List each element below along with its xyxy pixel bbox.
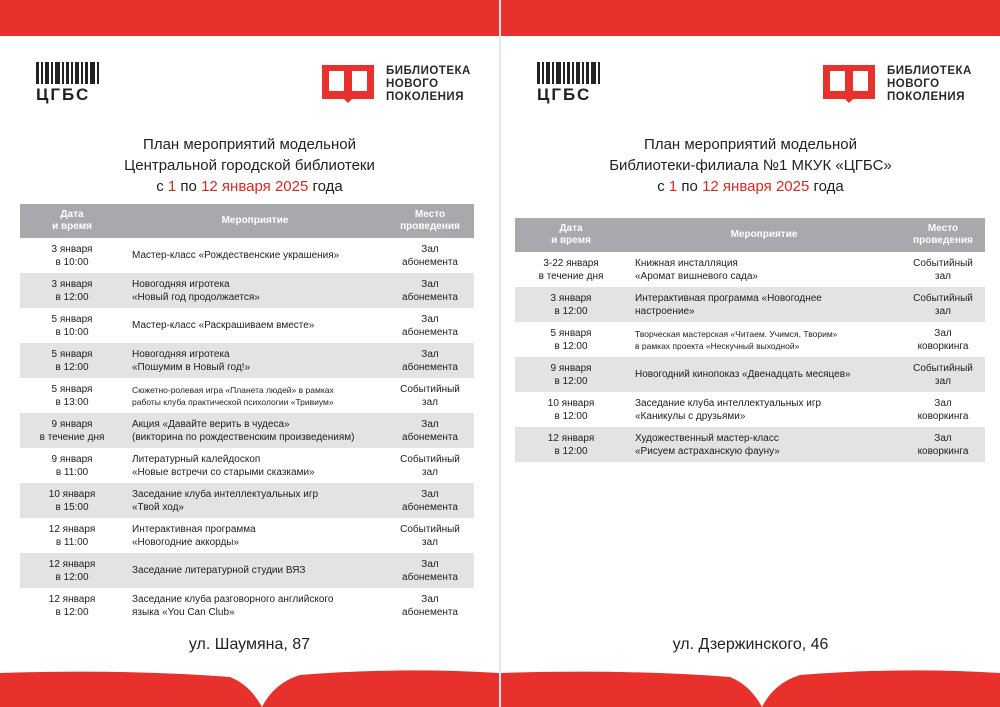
event-date: 12 января в 12:00 <box>20 588 124 623</box>
table-row <box>20 273 474 308</box>
table-header-row <box>20 204 474 238</box>
event-place: Зал коворкинга <box>901 392 985 427</box>
header-event: Мероприятие <box>627 218 901 252</box>
header-place: Место проведения <box>901 218 985 252</box>
address: ул. Дзержинского, 46 <box>672 636 829 653</box>
table-row <box>20 343 474 378</box>
event-name: Заседание клуба интеллектуальных игр «Каникулы с друзьями» <box>627 392 901 427</box>
title-line-3: с 1 по 12 января 2025 года <box>657 178 844 195</box>
left-poster <box>0 36 499 667</box>
open-book-icon <box>821 63 877 105</box>
event-name: Творческая мастерская «Читаем. Учимся, Творим» в рамках проекта «Нескучный выходной» <box>627 322 901 357</box>
event-name: Новогодняя игротека «Новый год продолжается» <box>124 273 386 308</box>
event-name: Акция «Давайте верить в чудеса» (викторина по рождественским произведениям) <box>124 413 386 448</box>
bnp-logo <box>821 62 972 106</box>
header-date: Дата и время <box>20 204 124 238</box>
table-row <box>515 287 985 322</box>
event-date: 5 января в 13:00 <box>20 378 124 413</box>
title-line-2: Центральной городской библиотеки <box>124 157 375 174</box>
event-date: 10 января в 15:00 <box>20 483 124 518</box>
event-place: Зал абонемента <box>386 273 474 308</box>
event-date: 3-22 января в течение дня <box>515 252 627 287</box>
table-row <box>20 238 474 273</box>
event-name: Новогодняя игротека «Пошумим в Новый год!» <box>124 343 386 378</box>
table-row <box>515 322 985 357</box>
cgbs-logo <box>537 62 607 108</box>
event-place: Событийный зал <box>901 357 985 392</box>
header-place: Место проведения <box>386 204 474 238</box>
event-place: Событийный зал <box>386 448 474 483</box>
event-place: Событийный зал <box>386 518 474 553</box>
event-date: 9 января в 11:00 <box>20 448 124 483</box>
table-row <box>20 518 474 553</box>
cgbs-logo-text: ЦГБС <box>537 85 592 104</box>
event-place: Зал абонемента <box>386 413 474 448</box>
event-date: 3 января в 12:00 <box>20 273 124 308</box>
event-name: Книжная инсталляция «Аромат вишневого сада» <box>627 252 901 287</box>
event-date: 9 января в 12:00 <box>515 357 627 392</box>
event-name: Литературный калейдоскоп «Новые встречи со старыми сказками» <box>124 448 386 483</box>
table-row <box>20 413 474 448</box>
open-book-icon <box>320 63 376 105</box>
table-row <box>20 448 474 483</box>
table-row <box>20 553 474 588</box>
event-date: 5 января в 10:00 <box>20 308 124 343</box>
table-row <box>20 308 474 343</box>
event-name: Мастер-класс «Раскрашиваем вместе» <box>124 308 386 343</box>
event-place: Зал абонемента <box>386 308 474 343</box>
table-row <box>20 378 474 413</box>
header-date: Дата и время <box>515 218 627 252</box>
title-line-3: с 1 по 12 января 2025 года <box>156 178 343 195</box>
event-name: Художественный мастер-класс «Рисуем астраханскую фауну» <box>627 427 901 462</box>
table-row <box>515 427 985 462</box>
cgbs-logo <box>36 62 106 108</box>
event-date: 5 января в 12:00 <box>515 322 627 357</box>
event-place: Событийный зал <box>901 252 985 287</box>
events-table <box>20 204 474 623</box>
event-place: Зал абонемента <box>386 343 474 378</box>
bnp-logo-text: БИБЛИОТЕКА НОВОГО ПОКОЛЕНИЯ <box>887 64 972 103</box>
event-name: Интерактивная программа «Новогодние аккорды» <box>124 518 386 553</box>
event-place: Зал коворкинга <box>901 427 985 462</box>
event-date: 9 января в течение дня <box>20 413 124 448</box>
table-row <box>515 357 985 392</box>
event-date: 3 января в 12:00 <box>515 287 627 322</box>
poster-title <box>501 134 1000 197</box>
event-place: Зал абонемента <box>386 238 474 273</box>
event-name: Заседание литературной студии ВЯЗ <box>124 553 386 588</box>
event-name: Сюжетно-ролевая игра «Планета людей» в рамках работы клуба практической психологии «Тривиум» <box>124 378 386 413</box>
event-name: Заседание клуба разговорного английского языка «You Can Club» <box>124 588 386 623</box>
event-place: Зал коворкинга <box>901 322 985 357</box>
table-header-row <box>515 218 985 252</box>
event-name: Новогодний кинопоказ «Двенадцать месяцев» <box>627 357 901 392</box>
bnp-logo-text: БИБЛИОТЕКА НОВОГО ПОКОЛЕНИЯ <box>386 64 471 103</box>
events-table <box>515 218 985 462</box>
table-row <box>20 483 474 518</box>
table-row <box>20 588 474 623</box>
table-row <box>515 392 985 427</box>
right-poster <box>501 36 1000 667</box>
title-line-2: Библиотеки-филиала №1 МКУК «ЦГБС» <box>609 157 892 174</box>
event-place: Зал абонемента <box>386 588 474 623</box>
poster-title <box>0 134 499 197</box>
title-line-1: План мероприятий модельной <box>644 136 857 153</box>
title-line-1: План мероприятий модельной <box>143 136 356 153</box>
event-name: Мастер-класс «Рождественские украшения» <box>124 238 386 273</box>
table-row <box>515 252 985 287</box>
bnp-logo <box>320 62 471 106</box>
barcode-icon <box>36 62 106 84</box>
cgbs-logo-text: ЦГБС <box>36 85 91 104</box>
event-date: 3 января в 10:00 <box>20 238 124 273</box>
event-name: Заседание клуба интеллектуальных игр «Твой ход» <box>124 483 386 518</box>
event-date: 12 января в 12:00 <box>515 427 627 462</box>
event-date: 10 января в 12:00 <box>515 392 627 427</box>
event-name: Интерактивная программа «Новогоднее настроение» <box>627 287 901 322</box>
event-place: Событийный зал <box>386 378 474 413</box>
event-date: 5 января в 12:00 <box>20 343 124 378</box>
event-place: Событийный зал <box>901 287 985 322</box>
event-place: Зал абонемента <box>386 553 474 588</box>
header-event: Мероприятие <box>124 204 386 238</box>
event-date: 12 января в 12:00 <box>20 553 124 588</box>
address: ул. Шаумяна, 87 <box>188 636 311 653</box>
barcode-icon <box>537 62 607 84</box>
event-date: 12 января в 11:00 <box>20 518 124 553</box>
event-place: Зал абонемента <box>386 483 474 518</box>
bottom-red-waves <box>0 667 1000 707</box>
